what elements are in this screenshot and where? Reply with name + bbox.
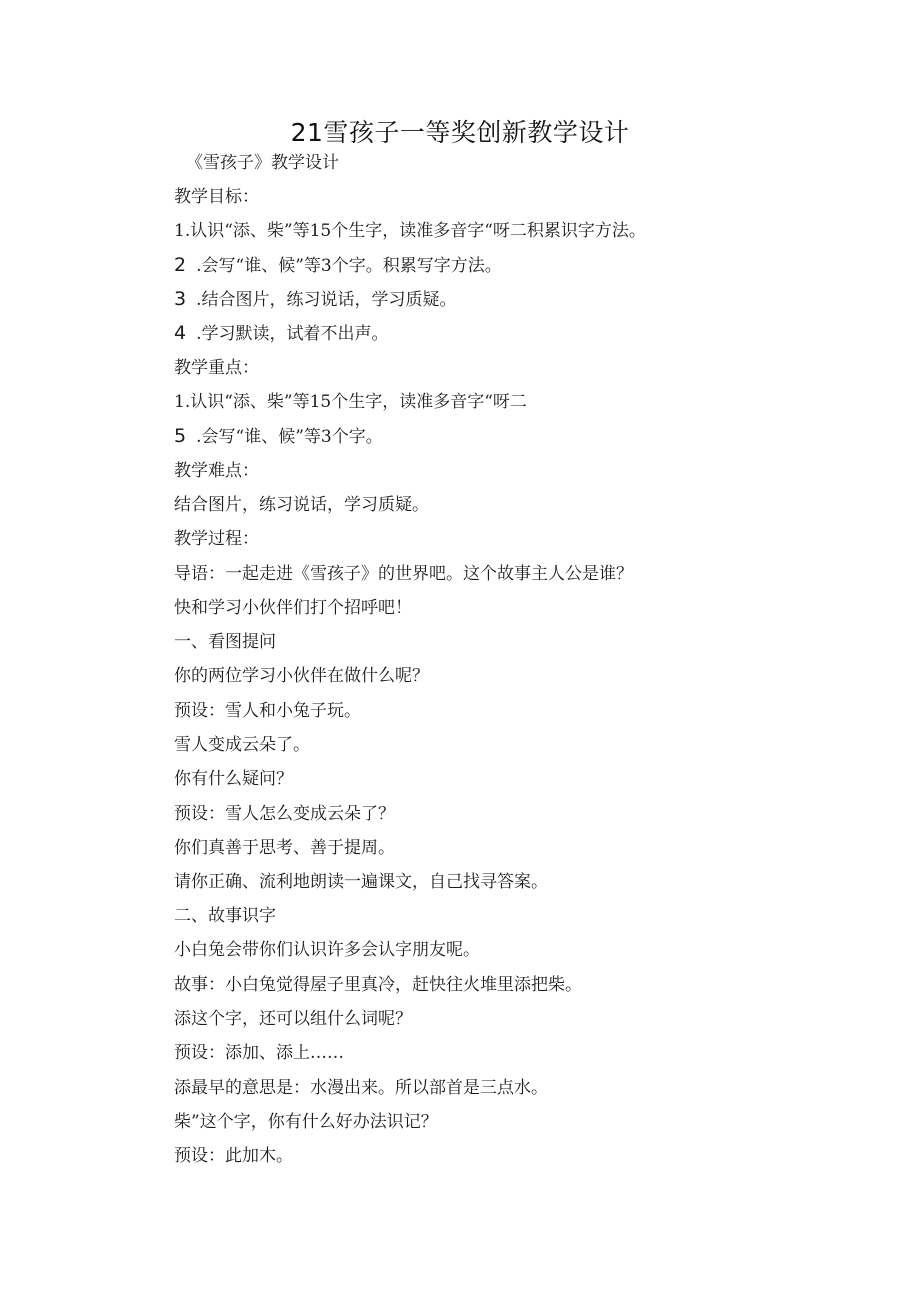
text-line: 二、故事识字 — [174, 906, 276, 926]
text-line: 教学目标： — [174, 187, 259, 207]
text-line: 预设：雪人怎么变成云朵了？ — [174, 804, 395, 824]
text-line: 请你正确、流利地朗读一遍课文，自己找寻答案。 — [174, 872, 548, 892]
text-line: 1.认识“添、柴”等15个生字，读准多音字“呀二 — [174, 392, 527, 412]
text-line: 一、看图提问 — [174, 632, 276, 652]
text-line: 教学难点： — [174, 461, 259, 481]
text-line: 快和学习小伙伴们打个招呼吧！ — [174, 598, 412, 618]
text-line: 添这个字，还可以组什么词呢？ — [174, 1009, 412, 1029]
text-line: 雪人变成云朵了。 — [174, 735, 310, 755]
text-line: 4 .学习默读，试着不出声。 — [174, 322, 389, 344]
text-line: 导语：一起走进《雪孩子》的世界吧。这个故事主人公是谁？ — [174, 564, 633, 584]
text-line: 柴”这个字，你有什么好办法识记？ — [174, 1112, 438, 1132]
text-line: 3 .结合图片，练习说话，学习质疑。 — [174, 288, 457, 310]
text-line: 预设：雪人和小兔子玩。 — [174, 701, 361, 721]
text-line: 教学过程： — [174, 529, 259, 549]
text-line: 预设：此加木。 — [174, 1146, 293, 1166]
text-line: 预设：添加、添上…… — [174, 1043, 344, 1063]
text-line: 教学重点： — [174, 358, 259, 378]
text-line: 1.认识“添、柴”等15个生字，读准多音字“呀二积累识字方法。 — [174, 221, 646, 241]
text-line: 2 .会写“谁、候”等3个字。积累写字方法。 — [174, 254, 502, 276]
text-line: 添最早的意思是：水漫出来。所以部首是三点水。 — [174, 1078, 548, 1098]
text-line: 5 .会写“谁、候”等3个字。 — [174, 425, 383, 447]
text-line: 你们真善于思考、善于提周。 — [174, 838, 395, 858]
text-line: 小白兔会带你们认识许多会认字朋友呢。 — [174, 940, 480, 960]
text-line: 结合图片，练习说话，学习质疑。 — [174, 495, 429, 515]
document-subtitle: 《雪孩子》教学设计 — [186, 153, 339, 173]
text-line: 故事：小白兔觉得屋子里真冷，赶快往火堆里添把柴。 — [174, 975, 582, 995]
text-line: 你的两位学习小伙伴在做什么呢？ — [174, 666, 429, 686]
text-line: 你有什么疑问？ — [174, 769, 293, 789]
document-title: 21雪孩子一等奖创新教学设计 — [290, 118, 630, 147]
